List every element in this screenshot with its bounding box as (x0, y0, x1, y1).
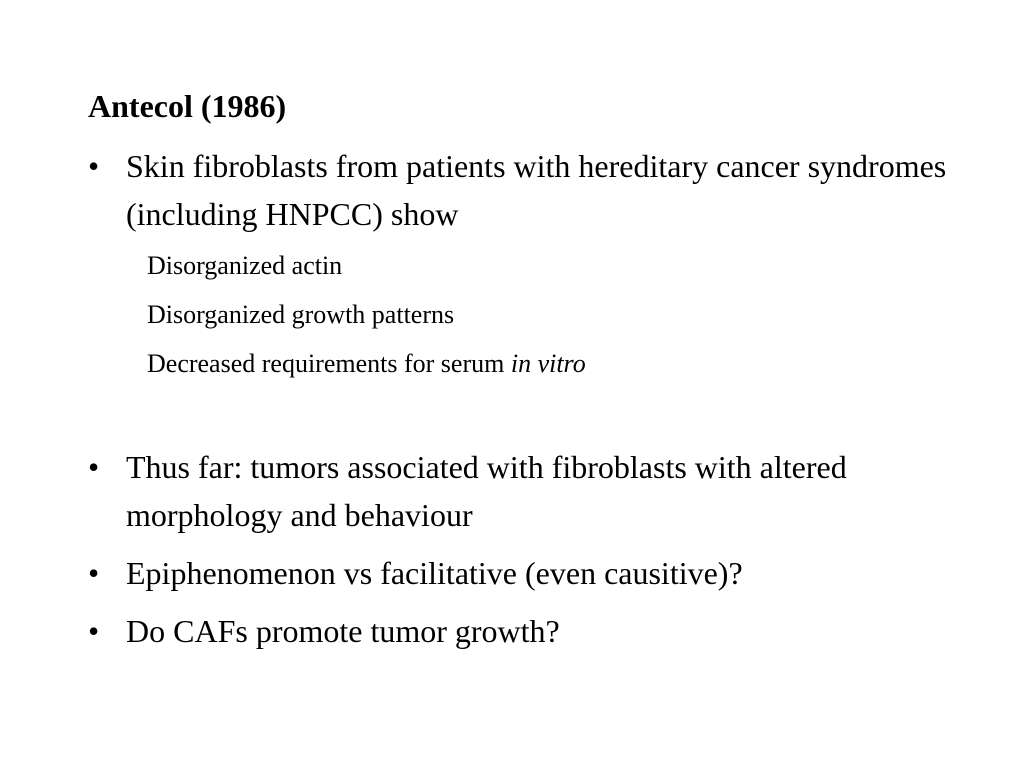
sub-item-text: Disorganized growth patterns (147, 300, 455, 329)
bullet-text: Skin fibroblasts from patients with hereditary cancer syndromes (including HNPCC) show (126, 148, 947, 232)
sub-item-text: Disorganized actin (147, 251, 343, 280)
bullet-marker: • (88, 555, 100, 591)
sub-item (147, 249, 342, 283)
bullet-text: Epiphenomenon vs facilitative (even causitive)? (126, 555, 743, 591)
bullet-marker: • (88, 449, 100, 485)
slide-heading: Antecol (1986) (88, 88, 287, 124)
bullet-item (88, 607, 948, 655)
sub-item (147, 298, 454, 332)
bullet-text: Thus far: tumors associated with fibroblasts with altered morphology and behaviour (126, 449, 847, 533)
bullet-item (88, 443, 948, 539)
bullet-item (88, 549, 948, 597)
bullet-item (88, 142, 948, 238)
sub-item-text: Decreased requirements for serum (147, 349, 511, 378)
sub-item-emphasis: in vitro (510, 349, 586, 378)
bullet-text: Do CAFs promote tumor growth? (126, 613, 560, 649)
bullet-marker: • (88, 148, 100, 184)
sub-item (147, 347, 586, 381)
bullet-marker: • (88, 613, 100, 649)
